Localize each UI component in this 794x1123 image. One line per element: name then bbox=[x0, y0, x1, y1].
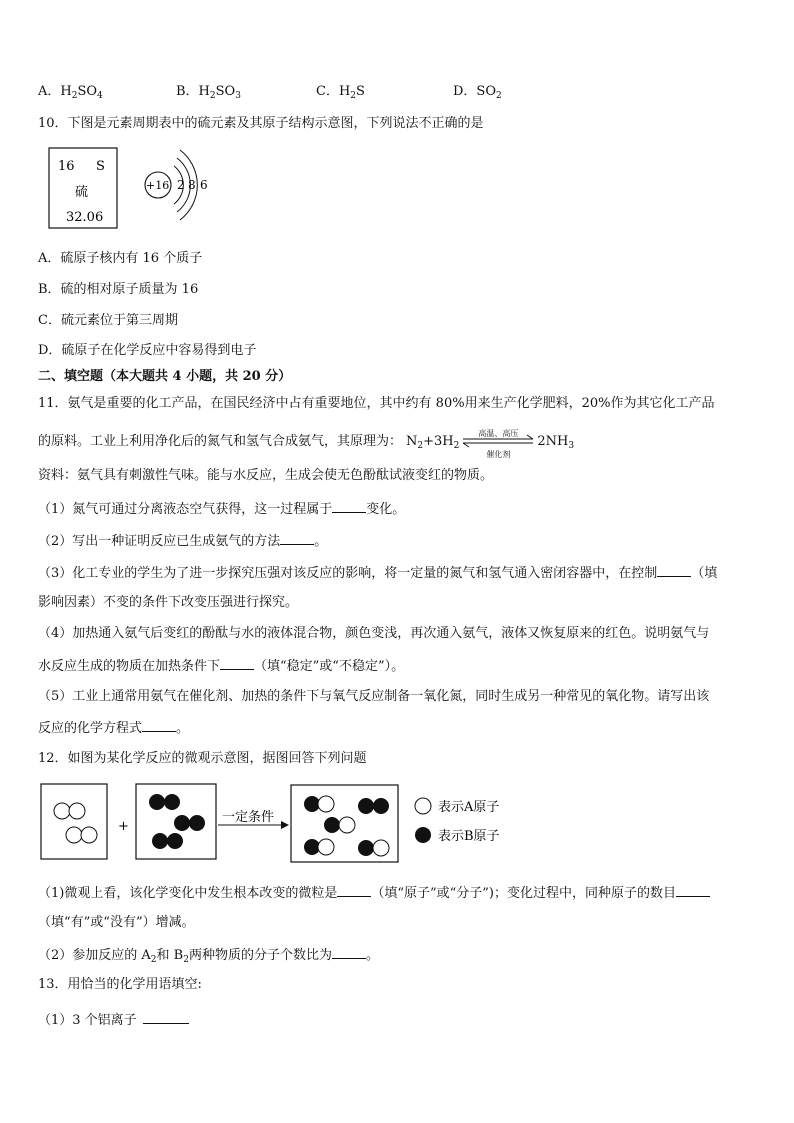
q9-option-b: B．$H_2SO_3$ bbox=[176, 84, 241, 101]
q9-option-a: A．$H_2SO_4$ bbox=[38, 84, 103, 101]
q13-part1: （1）3 个铝离子 bbox=[38, 1010, 189, 1030]
q11-part4-cont: 水反应生成的物质在加热条件下 （填“稳定”或“不稳定”）。 bbox=[38, 656, 404, 676]
answer-blank[interactable] bbox=[220, 656, 254, 670]
legend-a-icon bbox=[415, 798, 431, 814]
legend-b-label: 表示B原子 bbox=[438, 829, 500, 844]
reversible-arrow bbox=[459, 429, 537, 459]
plus-sign: + bbox=[118, 819, 129, 834]
q9-option-d: D．$SO_2$ bbox=[453, 84, 502, 101]
reactant-a-box bbox=[41, 784, 107, 859]
q11-info: 资料：氨气具有刺激性气味。能与水反应，生成会使无色酚酞试液变红的物质。 bbox=[38, 468, 494, 483]
q10-stem: 10．下图是元素周期表中的硫元素及其原子结构示意图，下列说法不正确的是 bbox=[38, 116, 484, 131]
q11-part3: （3）化工专业的学生为了进一步探究压强对该反应的影响，将一定量的氮气和氢气通入密闭容器中，在控制 （填 bbox=[38, 563, 717, 583]
q13-stem: 13．用恰当的化学用语填空: bbox=[38, 977, 202, 992]
answer-blank[interactable] bbox=[332, 499, 366, 513]
q10-option-d: D．硫原子在化学反应中容易得到电子 bbox=[38, 343, 257, 358]
q11-line2: 的原料。工业上利用净化后的氮气和氢气合成氨气，其原理为： $N_2+3H_2$ 高温、高压 催化剂 $2NH_3$ bbox=[38, 433, 574, 455]
answer-blank[interactable] bbox=[280, 531, 314, 545]
shell-electrons-1: 2 bbox=[177, 178, 185, 192]
legend-b-icon bbox=[415, 827, 431, 843]
q11-part3-cont: 影响因素）不变的条件下改变压强进行探究。 bbox=[38, 595, 299, 610]
atomic-number: 16 bbox=[58, 159, 75, 174]
element-symbol: S bbox=[96, 159, 105, 174]
q12-part2: （2）参加反应的 $A_2$和 $B_2$两种物质的分子个数比为 。 bbox=[38, 945, 379, 969]
answer-blank[interactable] bbox=[657, 563, 691, 577]
nucleus-charge: +16 bbox=[146, 179, 170, 192]
q11-line1: 11．氨气是重要的化工产品，在国民经济中占有重要地位，其中约有 80%用来生产化学肥料，20%作为其它化工产品 bbox=[38, 396, 715, 411]
eq-condition-top: 高温、高压 bbox=[478, 429, 519, 438]
legend-a-label: 表示A原子 bbox=[438, 800, 500, 815]
answer-blank[interactable] bbox=[676, 883, 710, 897]
q9-option-c: C．$H_2S$ bbox=[316, 84, 365, 101]
section-heading: 二、填空题（本大题共 4 小题，共 20 分） bbox=[38, 369, 292, 384]
q11-part2: （2）写出一种证明反应已生成氨气的方法 。 bbox=[38, 531, 327, 551]
q12-part1-cont: （填“有”或“没有”）增减。 bbox=[38, 915, 195, 930]
sulfur-diagram bbox=[46, 144, 221, 234]
q12-stem: 12．如图为某化学反应的微观示意图，据图回答下列问题 bbox=[38, 751, 367, 766]
q11-part5-cont: 反应的化学方程式 。 bbox=[38, 718, 189, 738]
q11-part5: （5）工业上通常用氨气在催化剂、加热的条件下与氧气反应制备一氧化氮，同时生成另一种常见的氧化物。请写出该 bbox=[38, 689, 710, 704]
answer-blank[interactable] bbox=[142, 718, 176, 732]
atomic-mass: 32.06 bbox=[66, 210, 104, 225]
reaction-diagram bbox=[38, 780, 538, 864]
q10-option-b: B．硫的相对原子质量为 16 bbox=[38, 282, 199, 297]
q10-option-a: A．硫原子核内有 16 个质子 bbox=[38, 251, 203, 266]
q11-part4: （4）加热通入氨气后变红的酚酞与水的液体混合物，颜色变浅，再次通入氨气，液体又恢复原来的红色。说明氨气与 bbox=[38, 626, 710, 641]
eq-condition-bottom: 催化剂 bbox=[486, 450, 511, 459]
answer-blank[interactable] bbox=[332, 945, 366, 959]
arrow-head-icon bbox=[281, 821, 289, 829]
q11-part1: （1）氮气可通过分离液态空气获得，这一过程属于 变化。 bbox=[38, 499, 405, 519]
answer-blank[interactable] bbox=[143, 1010, 189, 1024]
reaction-condition: 一定条件 bbox=[222, 810, 275, 825]
answer-blank[interactable] bbox=[337, 883, 371, 897]
q10-option-c: C．硫元素位于第三周期 bbox=[38, 313, 178, 328]
q12-part1: （1)微观上看，该化学变化中发生根本改变的微粒是 （填“原子”或“分子”)；变化过程中，同种原子的数目 bbox=[38, 883, 710, 903]
shell-electrons-3: 6 bbox=[200, 178, 208, 192]
shell-electrons-2: 8 bbox=[188, 178, 196, 192]
element-name: 硫 bbox=[75, 185, 89, 200]
